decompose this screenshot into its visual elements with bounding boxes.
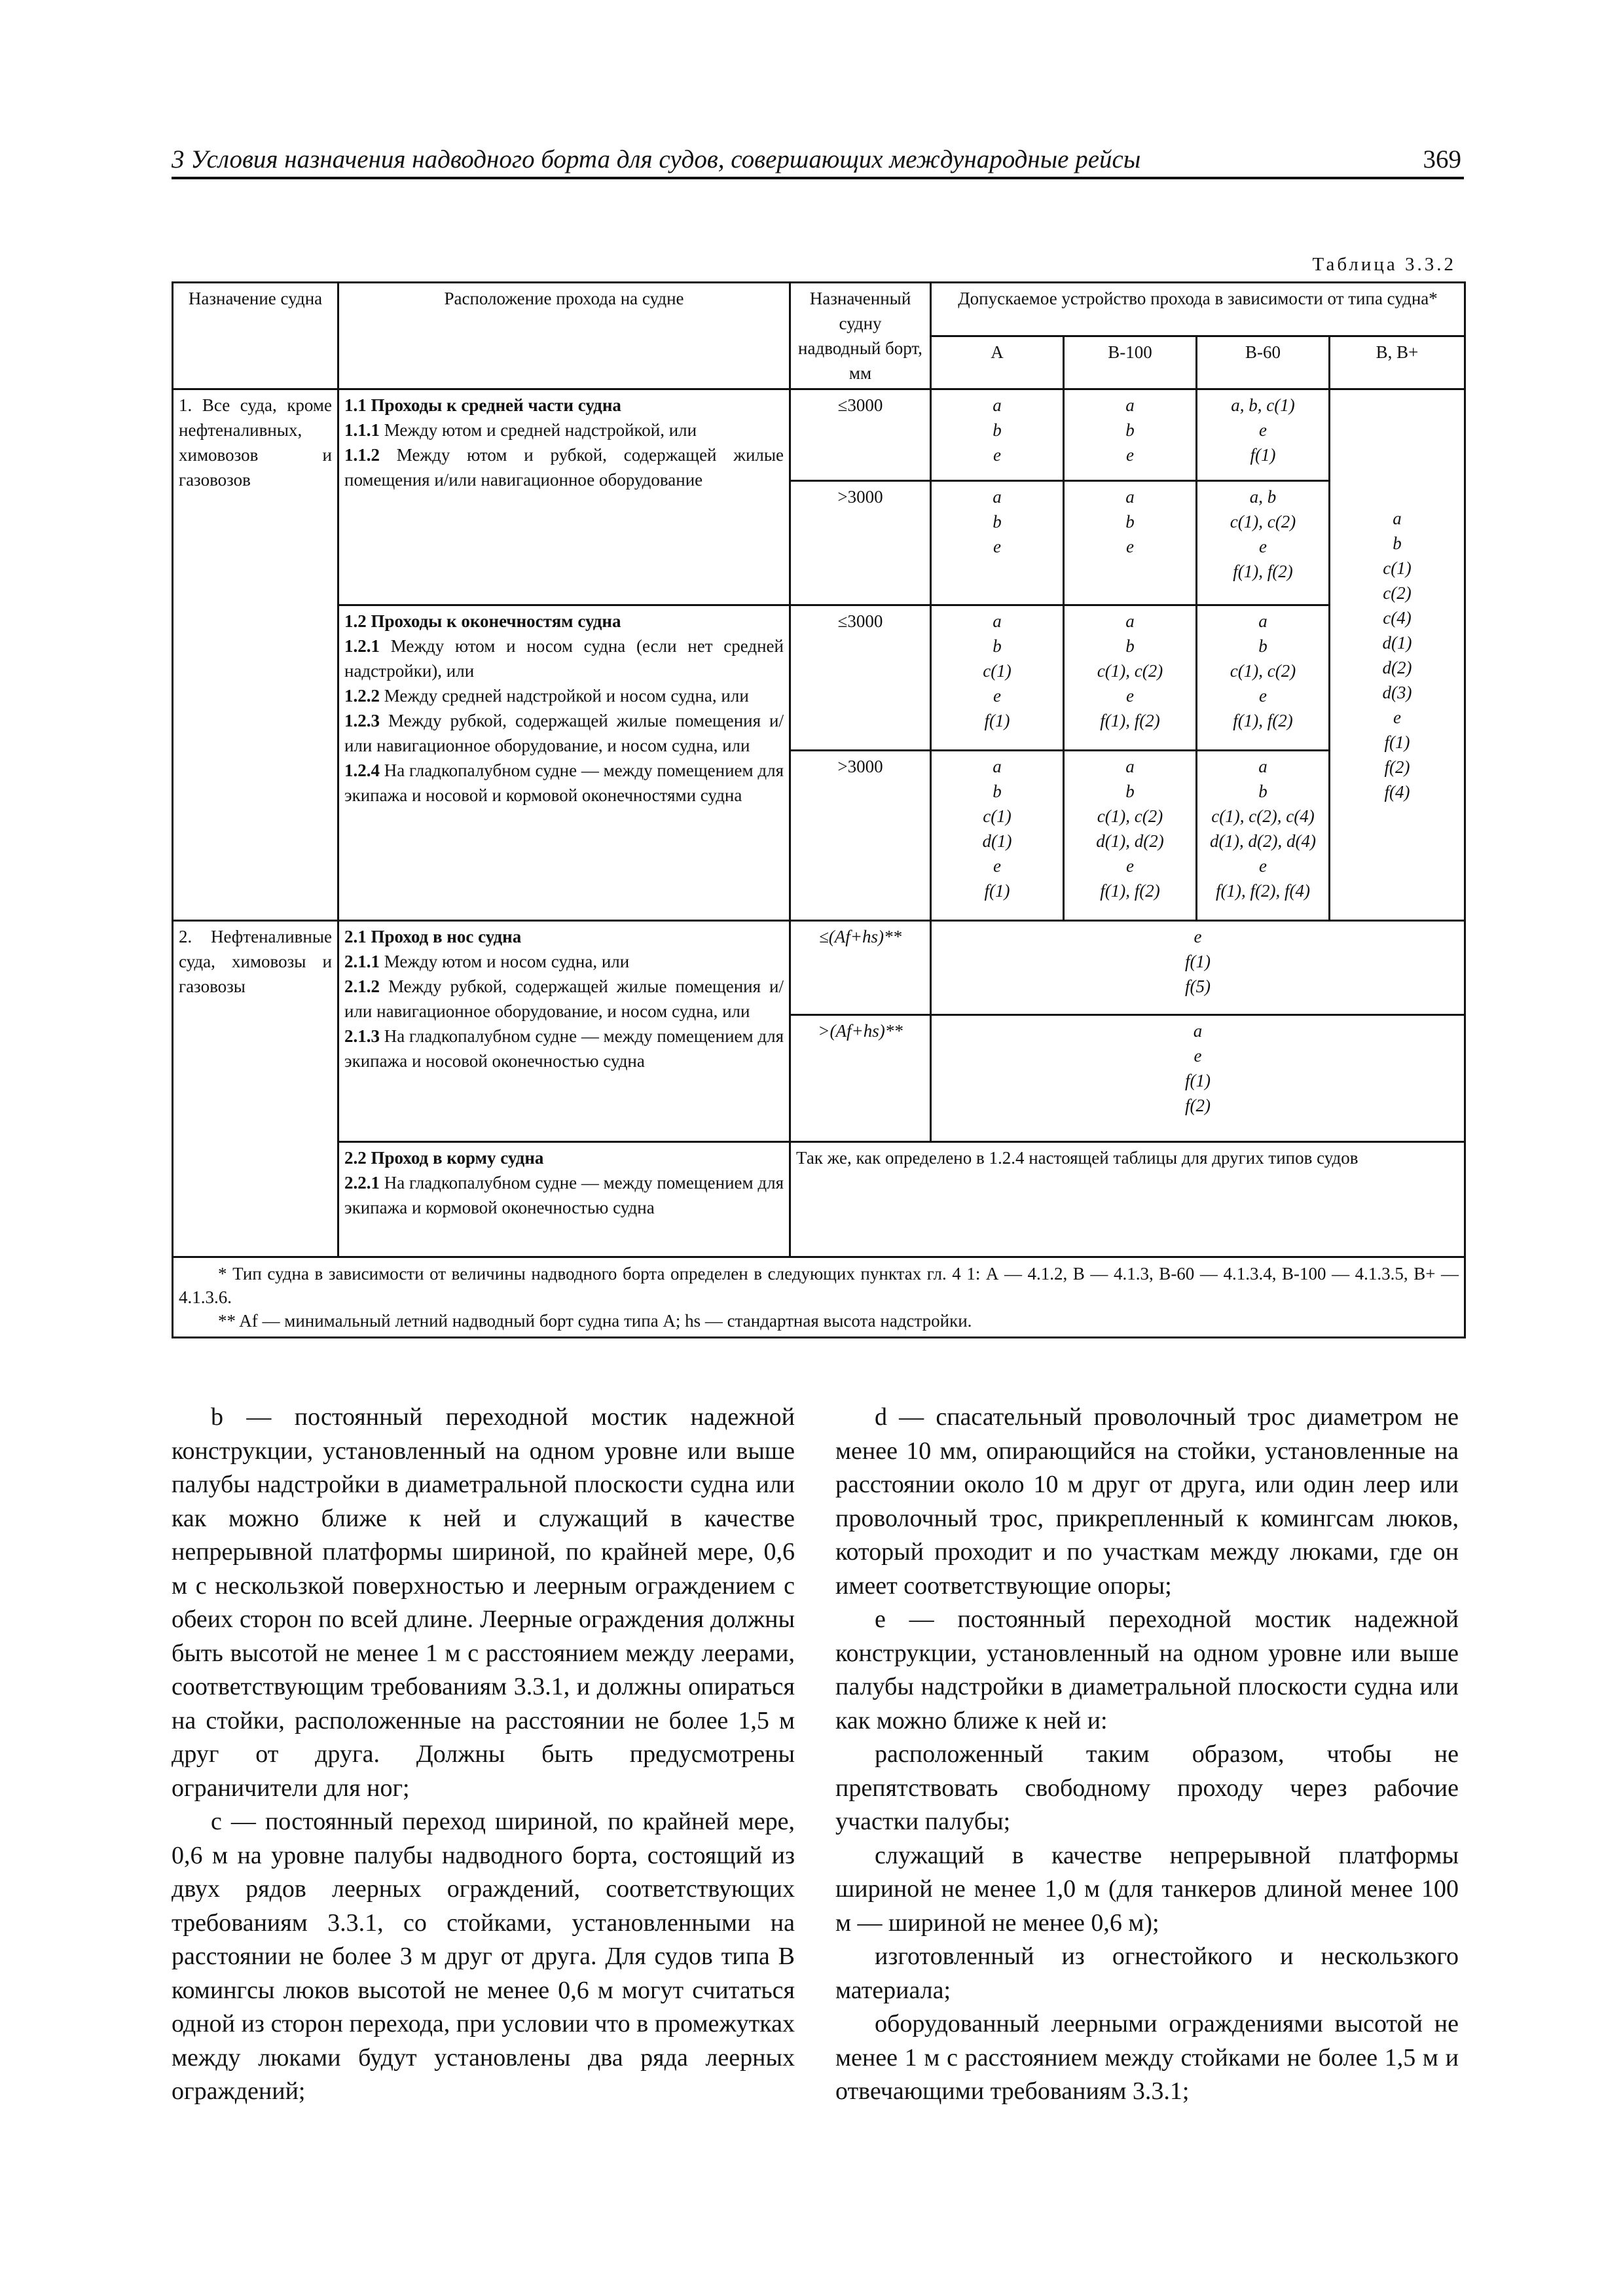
arrangement-code: c(1), c(2)	[1097, 806, 1163, 826]
arrangement-code: b	[1258, 781, 1267, 801]
paragraph: c — постоянный переход шириной, по крайней мере, 0,6 м на уровне палубы надводного борта, состоящий из двух рядов леерных ограждений, соответствующих требованиям 3.3.1, со стойками, установленными на расстоянии не более 3 м друг от друга. Для судов типа В комингсы люков высотой не менее 0,6 м могут считаться одной из сторон перехода, при условии что в промежутках между люками будут установлены два ряда леерных ограждений;	[172, 1808, 795, 2105]
freeboard-cell: ≤3000	[790, 389, 931, 481]
arrangement-code: c(1), c(2)	[1230, 512, 1296, 531]
arrangement-code: a	[993, 757, 1002, 776]
arrangement-code: b	[1125, 636, 1135, 656]
freeboard-cell: ≤(Af+hs)**	[790, 921, 931, 1015]
type-b100-cell	[1064, 605, 1197, 751]
type-b100-cell	[1064, 389, 1197, 481]
arrangement-code: b	[1125, 420, 1135, 440]
arrangement-code: c(1)	[1383, 558, 1412, 578]
header-title: 3 Условия назначения надводного борта для судов, совершающих международные рейсы	[172, 145, 1141, 173]
arrangement-code: f(4)	[1384, 781, 1410, 802]
header-freeboard: Назначенный судну надводный борт, мм	[790, 283, 931, 389]
footnote-2: ** Af — минимальный летний надводный борт судна типа А; hs — стандартная высота надстройки.	[218, 1311, 972, 1331]
purpose-group1: 1. Все суда, кроме нефтеналивных, химовозов и газовозов	[173, 389, 338, 921]
footnotes-row	[173, 1257, 1465, 1338]
freeboard-cell: >3000	[790, 751, 931, 921]
arrangement-code: f(1), f(2)	[1100, 711, 1160, 730]
arrangement-code: f(1)	[1185, 952, 1211, 971]
arrangement-code: d(1), d(2)	[1096, 831, 1164, 851]
arrangement-code: d(1), d(2), d(4)	[1210, 831, 1316, 851]
arrangement-code: f(1), f(2)	[1233, 711, 1293, 730]
arrangement-code: e	[1126, 686, 1134, 706]
paragraph: расположенный таким образом, чтобы не препятствовать свободному проходу через рабочие участки палубы;	[835, 1740, 1459, 1835]
paragraph: оборудованный леерными ограждениями высотой не менее 1 м с расстоянием между стойками не более 1,5 м и отвечающими требованиям 3.3.1;	[835, 2010, 1459, 2105]
arrangement-code: b	[1125, 512, 1135, 531]
header-allowed: Допускаемое устройство прохода в зависимости от типа судна*	[931, 283, 1465, 336]
header-location: Расположение прохода на судне	[338, 283, 790, 389]
paragraph: d — спасательный проволочный трос диаметром не менее 10 мм, опирающийся на стойки, установленные на расстоянии около 10 м друг от друга, или один леер или проволочный трос, прикрепленный к комингсам люков, который проходит и по участкам между люками, где он имеет соответствующие опоры;	[835, 1403, 1459, 1600]
table-row	[173, 605, 1465, 751]
purpose-group2: 2. Нефтеналивные суда, химовозы и газовозы	[173, 921, 338, 1257]
arrangement-code: e	[1194, 927, 1202, 946]
arrangement-code: f(1), f(2)	[1100, 881, 1160, 901]
header-type-b60: В-60	[1197, 336, 1330, 389]
arrangement-code: e	[993, 537, 1001, 556]
arrangement-code: c(2)	[1383, 583, 1412, 603]
arrangement-code: a	[1125, 757, 1135, 776]
arrangement-code: b	[993, 512, 1002, 531]
arrangement-code: a	[993, 611, 1002, 631]
same-as-note: Так же, как определено в 1.2.4 настоящей таблицы для других типов судов	[790, 1142, 1465, 1257]
arrangement-code: c(1), c(2)	[1230, 661, 1296, 681]
arrangement-code: b	[993, 781, 1002, 801]
arrangement-code: e	[1259, 537, 1267, 556]
type-b100-cell	[1064, 481, 1197, 605]
type-a-cell	[931, 605, 1064, 751]
header-type-bplus: В, В+	[1330, 336, 1465, 389]
arrangement-code: d(1)	[982, 831, 1012, 851]
arrangement-code: c(1)	[983, 661, 1012, 681]
type-a-cell	[931, 751, 1064, 921]
type-b60-cell	[1197, 605, 1330, 751]
table-row	[173, 389, 1465, 481]
all-types-cell	[931, 921, 1465, 1015]
arrangement-code: d(1)	[1382, 632, 1412, 653]
arrangement-code: e	[1126, 445, 1134, 465]
arrangement-code: e	[1194, 1046, 1202, 1066]
arrangement-code: b	[1258, 636, 1267, 656]
arrangement-code: c(1), c(2)	[1097, 661, 1163, 681]
body-column-left	[172, 1401, 795, 2109]
passage-table	[172, 281, 1466, 1338]
all-types-cell	[931, 1015, 1465, 1142]
arrangement-code: a, b, c(1)	[1231, 395, 1295, 415]
freeboard-cell: ≤3000	[790, 605, 931, 751]
page-number: 369	[1423, 145, 1461, 173]
arrangement-code: f(1)	[1384, 732, 1410, 752]
arrangement-code: f(5)	[1185, 977, 1211, 996]
arrangement-code: e	[1126, 537, 1134, 556]
section-title: 2.1 Проход в нос судна	[344, 927, 522, 946]
table-row	[173, 1142, 1465, 1257]
type-b100-cell	[1064, 751, 1197, 921]
body-column-right	[835, 1401, 1459, 2109]
section-title: 2.2 Проход в корму судна	[344, 1148, 544, 1168]
arrangement-code: d(3)	[1382, 682, 1412, 702]
arrangement-code: f(1), f(2)	[1233, 562, 1293, 581]
table-header-row	[173, 283, 1465, 336]
arrangement-code: b	[993, 420, 1002, 440]
arrangement-code: c(1)	[983, 806, 1012, 826]
location-2-1: 2.1 Проход в нос судна 2.1.1 Между ютом и носом судна, или 2.1.2 Между рубкой, содержащей жилые помещения и/или навигационное оборудование, и носом судна, или 2.1.3 На гладкопалубном судне — между помещением для экипажа и носовой оконечностью судна	[338, 921, 790, 1142]
arrangement-code: a	[1258, 757, 1267, 776]
location-2-2: 2.2 Проход в корму судна 2.2.1 На гладкопалубном судне — между помещением для экипажа и кормовой оконечностью судна	[338, 1142, 790, 1257]
arrangement-code: e	[993, 856, 1001, 876]
arrangement-code: e	[993, 445, 1001, 465]
paragraph: e — постоянный переходной мостик надежной конструкции, установленный на одном уровне или выше палубы надстройки в диаметральной плоскости судна или как можно ближе к ней и:	[835, 1605, 1459, 1734]
arrangement-code: e	[1126, 856, 1134, 876]
arrangement-code: f(1)	[1185, 1071, 1211, 1090]
section-title: 1.2 Проходы к оконечностям судна	[344, 611, 621, 631]
type-b60-cell	[1197, 389, 1330, 481]
footnote-1: * Тип судна в зависимости от величины надводного борта определен в следующих пунктах гл. 4 1: А — 4.1.2, В — 4.1.3, В-60 — 4.1.3.4, В-100 — 4.1.3.5, В+ — 4.1.3.6.	[179, 1264, 1459, 1307]
arrangement-code: a	[1193, 1021, 1203, 1041]
arrangement-code: a	[1258, 611, 1267, 631]
paragraph: b — постоянный переходной мостик надежной конструкции, установленный на одном уровне или выше палубы надстройки в диаметральной плоскости судна или как можно ближе к ней и служащий в качестве непрерывной платформы шириной, по крайней мере, 0,6 м с нескользкой поверхностью и леерным ограждением с обеих сторон по всей длине. Леерные ограждения должны быть высотой не менее 1 м с расстоянием между леерами, соответствующим требованиям 3.3.1, и должны опираться на стойки, расположенные на расстоянии не более 1,5 м друг от друга. Должны быть предусмотрены ограничители для ног;	[172, 1403, 795, 1802]
arrangement-code: a, b	[1249, 487, 1277, 507]
arrangement-code: b	[1393, 533, 1402, 553]
arrangement-code: e	[993, 686, 1001, 706]
type-a-cell	[931, 389, 1064, 481]
arrangement-code: f(1)	[984, 711, 1010, 730]
arrangement-code: e	[1259, 686, 1267, 706]
type-b60-cell	[1197, 481, 1330, 605]
arrangement-code: d(2)	[1382, 657, 1412, 677]
arrangement-code: e	[1259, 420, 1267, 440]
arrangement-code: f(1)	[1250, 445, 1276, 465]
freeboard-cell: >3000	[790, 481, 931, 605]
arrangement-code: a	[1125, 395, 1135, 415]
header-purpose: Назначение судна	[173, 283, 338, 389]
running-header	[172, 147, 1464, 179]
header-type-b100: В-100	[1064, 336, 1197, 389]
arrangement-code: e	[1393, 707, 1401, 727]
type-bplus-cell	[1330, 389, 1465, 921]
arrangement-code: f(1)	[984, 881, 1010, 901]
arrangement-code: b	[993, 636, 1002, 656]
arrangement-code: b	[1125, 781, 1135, 801]
arrangement-code: a	[1393, 508, 1402, 528]
table-caption: Таблица 3.3.2	[1312, 254, 1456, 275]
paragraph: изготовленный из огнестойкого и нескользкого материала;	[835, 1943, 1459, 2004]
arrangement-code: a	[1125, 487, 1135, 507]
arrangement-code: c(4)	[1383, 607, 1412, 628]
type-a-cell	[931, 481, 1064, 605]
arrangement-code: c(1), c(2), c(4)	[1211, 806, 1315, 826]
arrangement-code: a	[993, 487, 1002, 507]
header-type-a: А	[931, 336, 1064, 389]
arrangement-code: f(2)	[1384, 757, 1410, 777]
location-1-1: 1.1 Проходы к средней части судна 1.1.1 Между ютом и средней надстройкой, или 1.1.2 Между ютом и рубкой, содержащей жилые помещения и/или навигационное оборудование	[338, 389, 790, 605]
type-b60-cell	[1197, 751, 1330, 921]
section-title: 1.1 Проходы к средней части судна	[344, 395, 621, 415]
table-footnotes	[173, 1257, 1465, 1338]
arrangement-code: e	[1259, 856, 1267, 876]
table-row	[173, 921, 1465, 1015]
paragraph: служащий в качестве непрерывной платформы шириной не менее 1,0 м (для танкеров длиной менее 100 м — шириной не менее 0,6 м);	[835, 1841, 1459, 1937]
arrangement-code: a	[993, 395, 1002, 415]
arrangement-code: f(2)	[1185, 1096, 1211, 1115]
arrangement-code: f(1), f(2), f(4)	[1216, 881, 1310, 901]
freeboard-cell: >(Af+hs)**	[790, 1015, 931, 1142]
location-1-2: 1.2 Проходы к оконечностям судна 1.2.1 Между ютом и носом судна (если нет средней надстройки), или 1.2.2 Между средней надстройкой и носом судна, или 1.2.3 Между рубкой, содержащей жилые помещения и/или навигационное оборудование, и носом судна, или 1.2.4 На гладкопалубном судне — между помещением для экипажа и носовой и кормовой оконечностями судна	[338, 605, 790, 921]
arrangement-code: a	[1125, 611, 1135, 631]
